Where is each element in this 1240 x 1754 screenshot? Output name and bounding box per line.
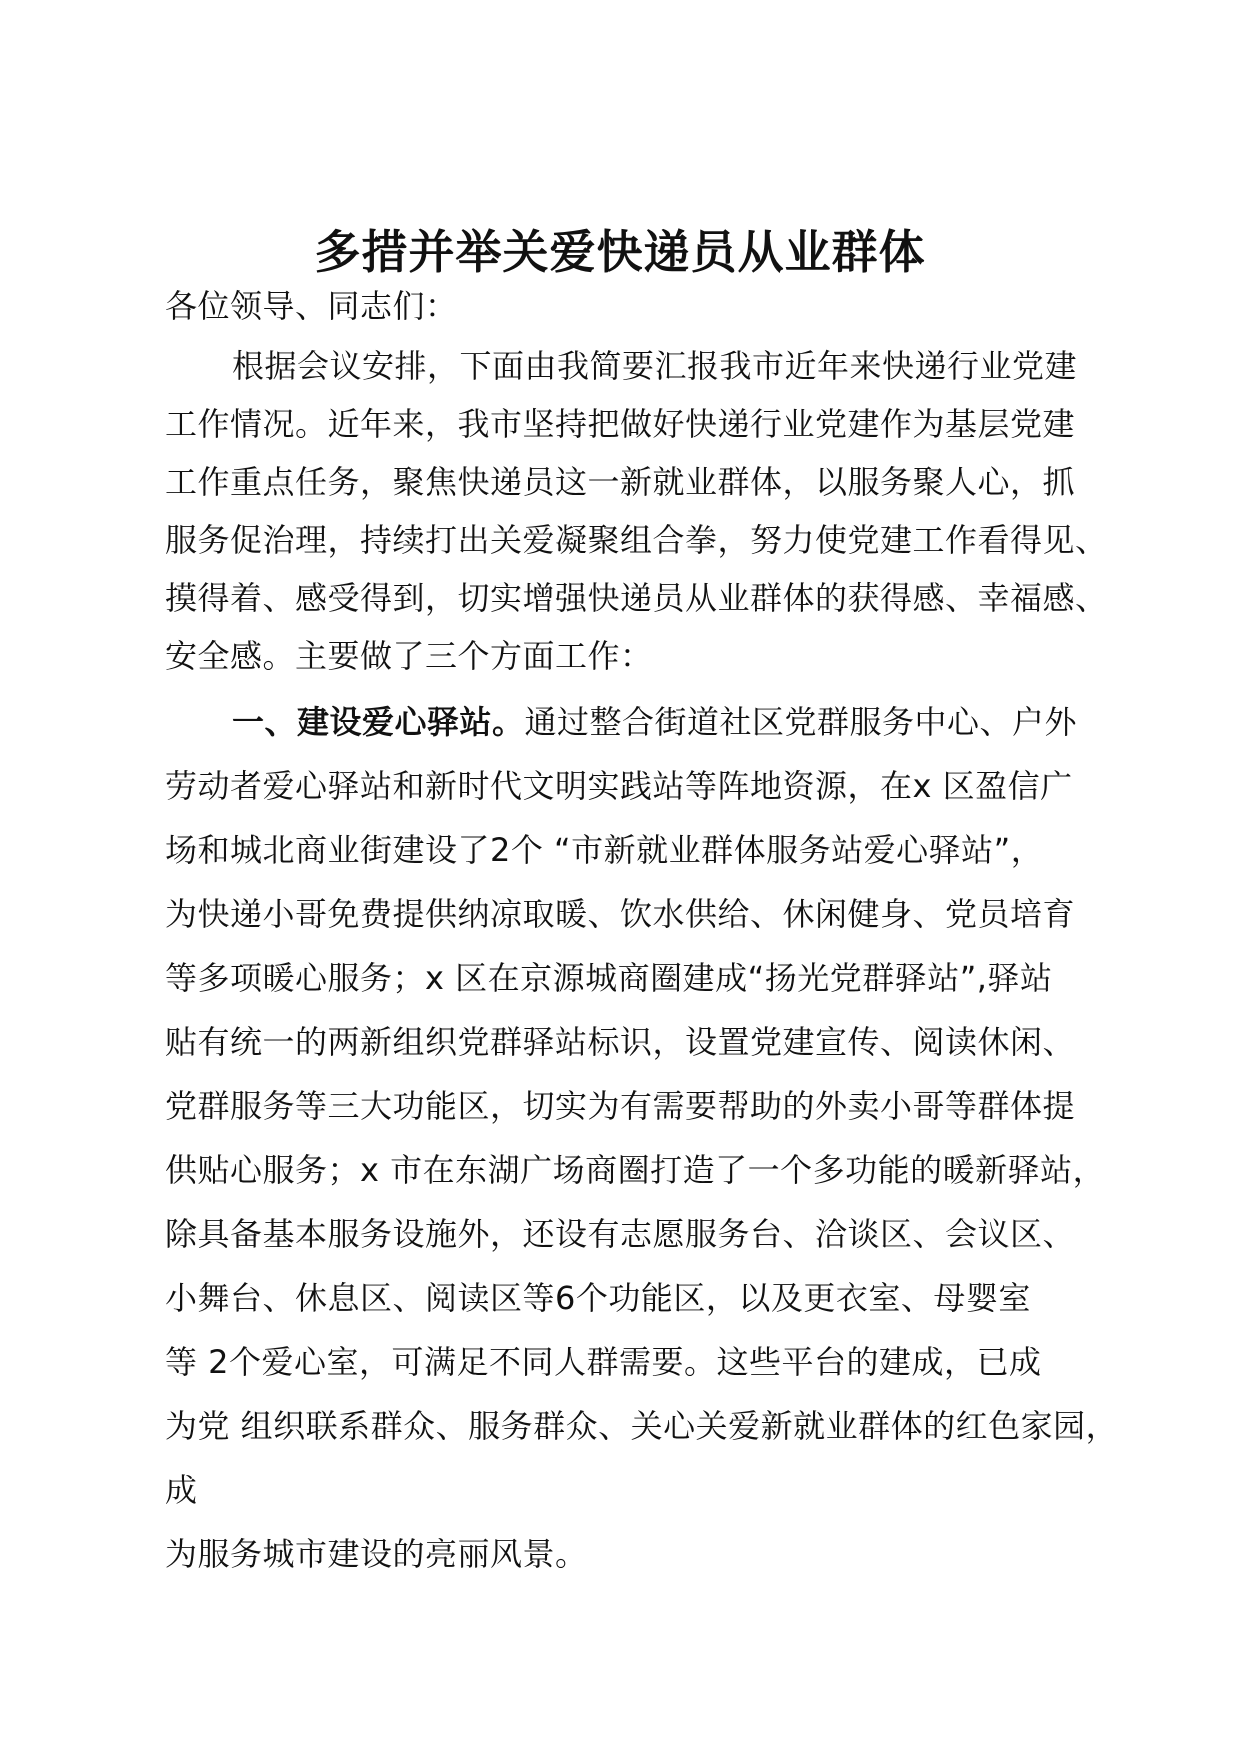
paragraph-line: 摸得着、感受得到，切实增强快递员从业群体的获得感、幸福感、 (165, 579, 1108, 617)
paragraph-line: 为服务城市建设的亮丽风景。 (165, 1535, 588, 1573)
paragraph-line: 等 2个爱心室，可满足不同人群需要。这些平台的建成，已成 (165, 1343, 1042, 1381)
paragraph-line: 小舞台、休息区、阅读区等6个功能区，以及更衣室、母婴室 (165, 1279, 1031, 1317)
paragraph-line: 供贴心服务；x 市在东湖广场商圈打造了一个多功能的暖新驿站， (165, 1151, 1106, 1189)
paragraph-line: 安全感。主要做了三个方面工作： (165, 637, 653, 675)
paragraph-line: 根据会议安排，下面由我简要汇报我市近年来快递行业党建 (232, 347, 1078, 385)
section-1-first-line-text: 通过整合街道社区党群服务中心、户外 (524, 703, 1078, 741)
paragraph-line: 等多项暖心服务；x 区在京源城商圈建成“扬光党群驿站”,驿站 (165, 959, 1053, 997)
paragraph-line: 劳动者爱心驿站和新时代文明实践站等阵地资源，在x 区盈信广 (165, 767, 1073, 805)
paragraph-line: 服务促治理，持续打出关爱凝聚组合拳，努力使党建工作看得见、 (165, 521, 1108, 559)
paragraph-line: 贴有统一的两新组织党群驿站标识，设置党建宣传、阅读休闲、 (165, 1023, 1076, 1061)
paragraph-line: 为党 组织联系群众、服务群众、关心关爱新就业群体的红色家园， (165, 1407, 1119, 1445)
paragraph-line: 工作情况。近年来，我市坚持把做好快递行业党建作为基层党建 (165, 405, 1076, 443)
paragraph-line: 党群服务等三大功能区，切实为有需要帮助的外卖小哥等群体提 (165, 1087, 1076, 1125)
paragraph-line: 成 (165, 1471, 198, 1509)
paragraph-line: 除具备基本服务设施外，还设有志愿服务台、洽谈区、会议区、 (165, 1215, 1076, 1253)
section-1-first-line (232, 700, 1077, 744)
section-1-heading: 一、建设爱心驿站。 (232, 703, 525, 741)
paragraph-line: 工作重点任务，聚焦快递员这一新就业群体，以服务聚人心，抓 (165, 463, 1076, 501)
paragraph-line: 为快递小哥免费提供纳凉取暖、饮水供给、休闲健身、党员培育 (165, 895, 1076, 933)
document-title: 多措并举关爱快递员从业群体 (314, 225, 926, 279)
greeting-line: 各位领导、同志们： (165, 287, 458, 325)
paragraph-line: 场和城北商业街建设了2个 “市新就业群体服务站爱心驿站”， (165, 831, 1044, 869)
